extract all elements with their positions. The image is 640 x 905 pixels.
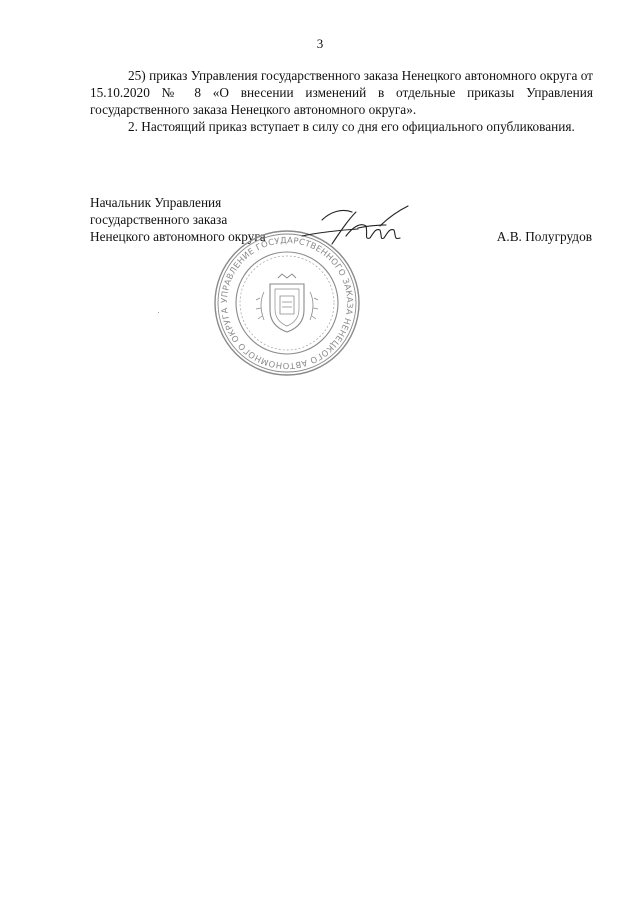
- signatory-title-line: Начальник Управления: [90, 195, 222, 210]
- page-number: 3: [316, 36, 324, 51]
- signatory-title-line: государственного заказа: [90, 212, 228, 227]
- scan-speck: [158, 312, 159, 313]
- paragraph-clause-2: 2. Настоящий приказ вступает в силу со дня его официального опубликования.: [128, 119, 575, 134]
- handwritten-signature: [296, 204, 414, 250]
- paragraph-item-25: 25) приказ Управления государственного заказа Ненецкого автономного округа от 15.10.2020 № 8 «О внесении изменений в отдельные приказы Управления государственного заказа Ненецкого автономного округа».: [90, 68, 593, 117]
- signatory-name: А.В. Полугрудов: [496, 229, 592, 244]
- official-stamp: [212, 228, 362, 378]
- document-body: [90, 67, 593, 135]
- coat-of-arms-emblem: [256, 274, 318, 332]
- stamp-outer-text: УПРАВЛЕНИЕ ГОСУДАРСТВЕННОГО ЗАКАЗА НЕНЕЦКОГО АВТОНОМНОГО ОКРУГА: [218, 234, 356, 372]
- signatory-title-line: Ненецкого автономного округа: [90, 229, 266, 244]
